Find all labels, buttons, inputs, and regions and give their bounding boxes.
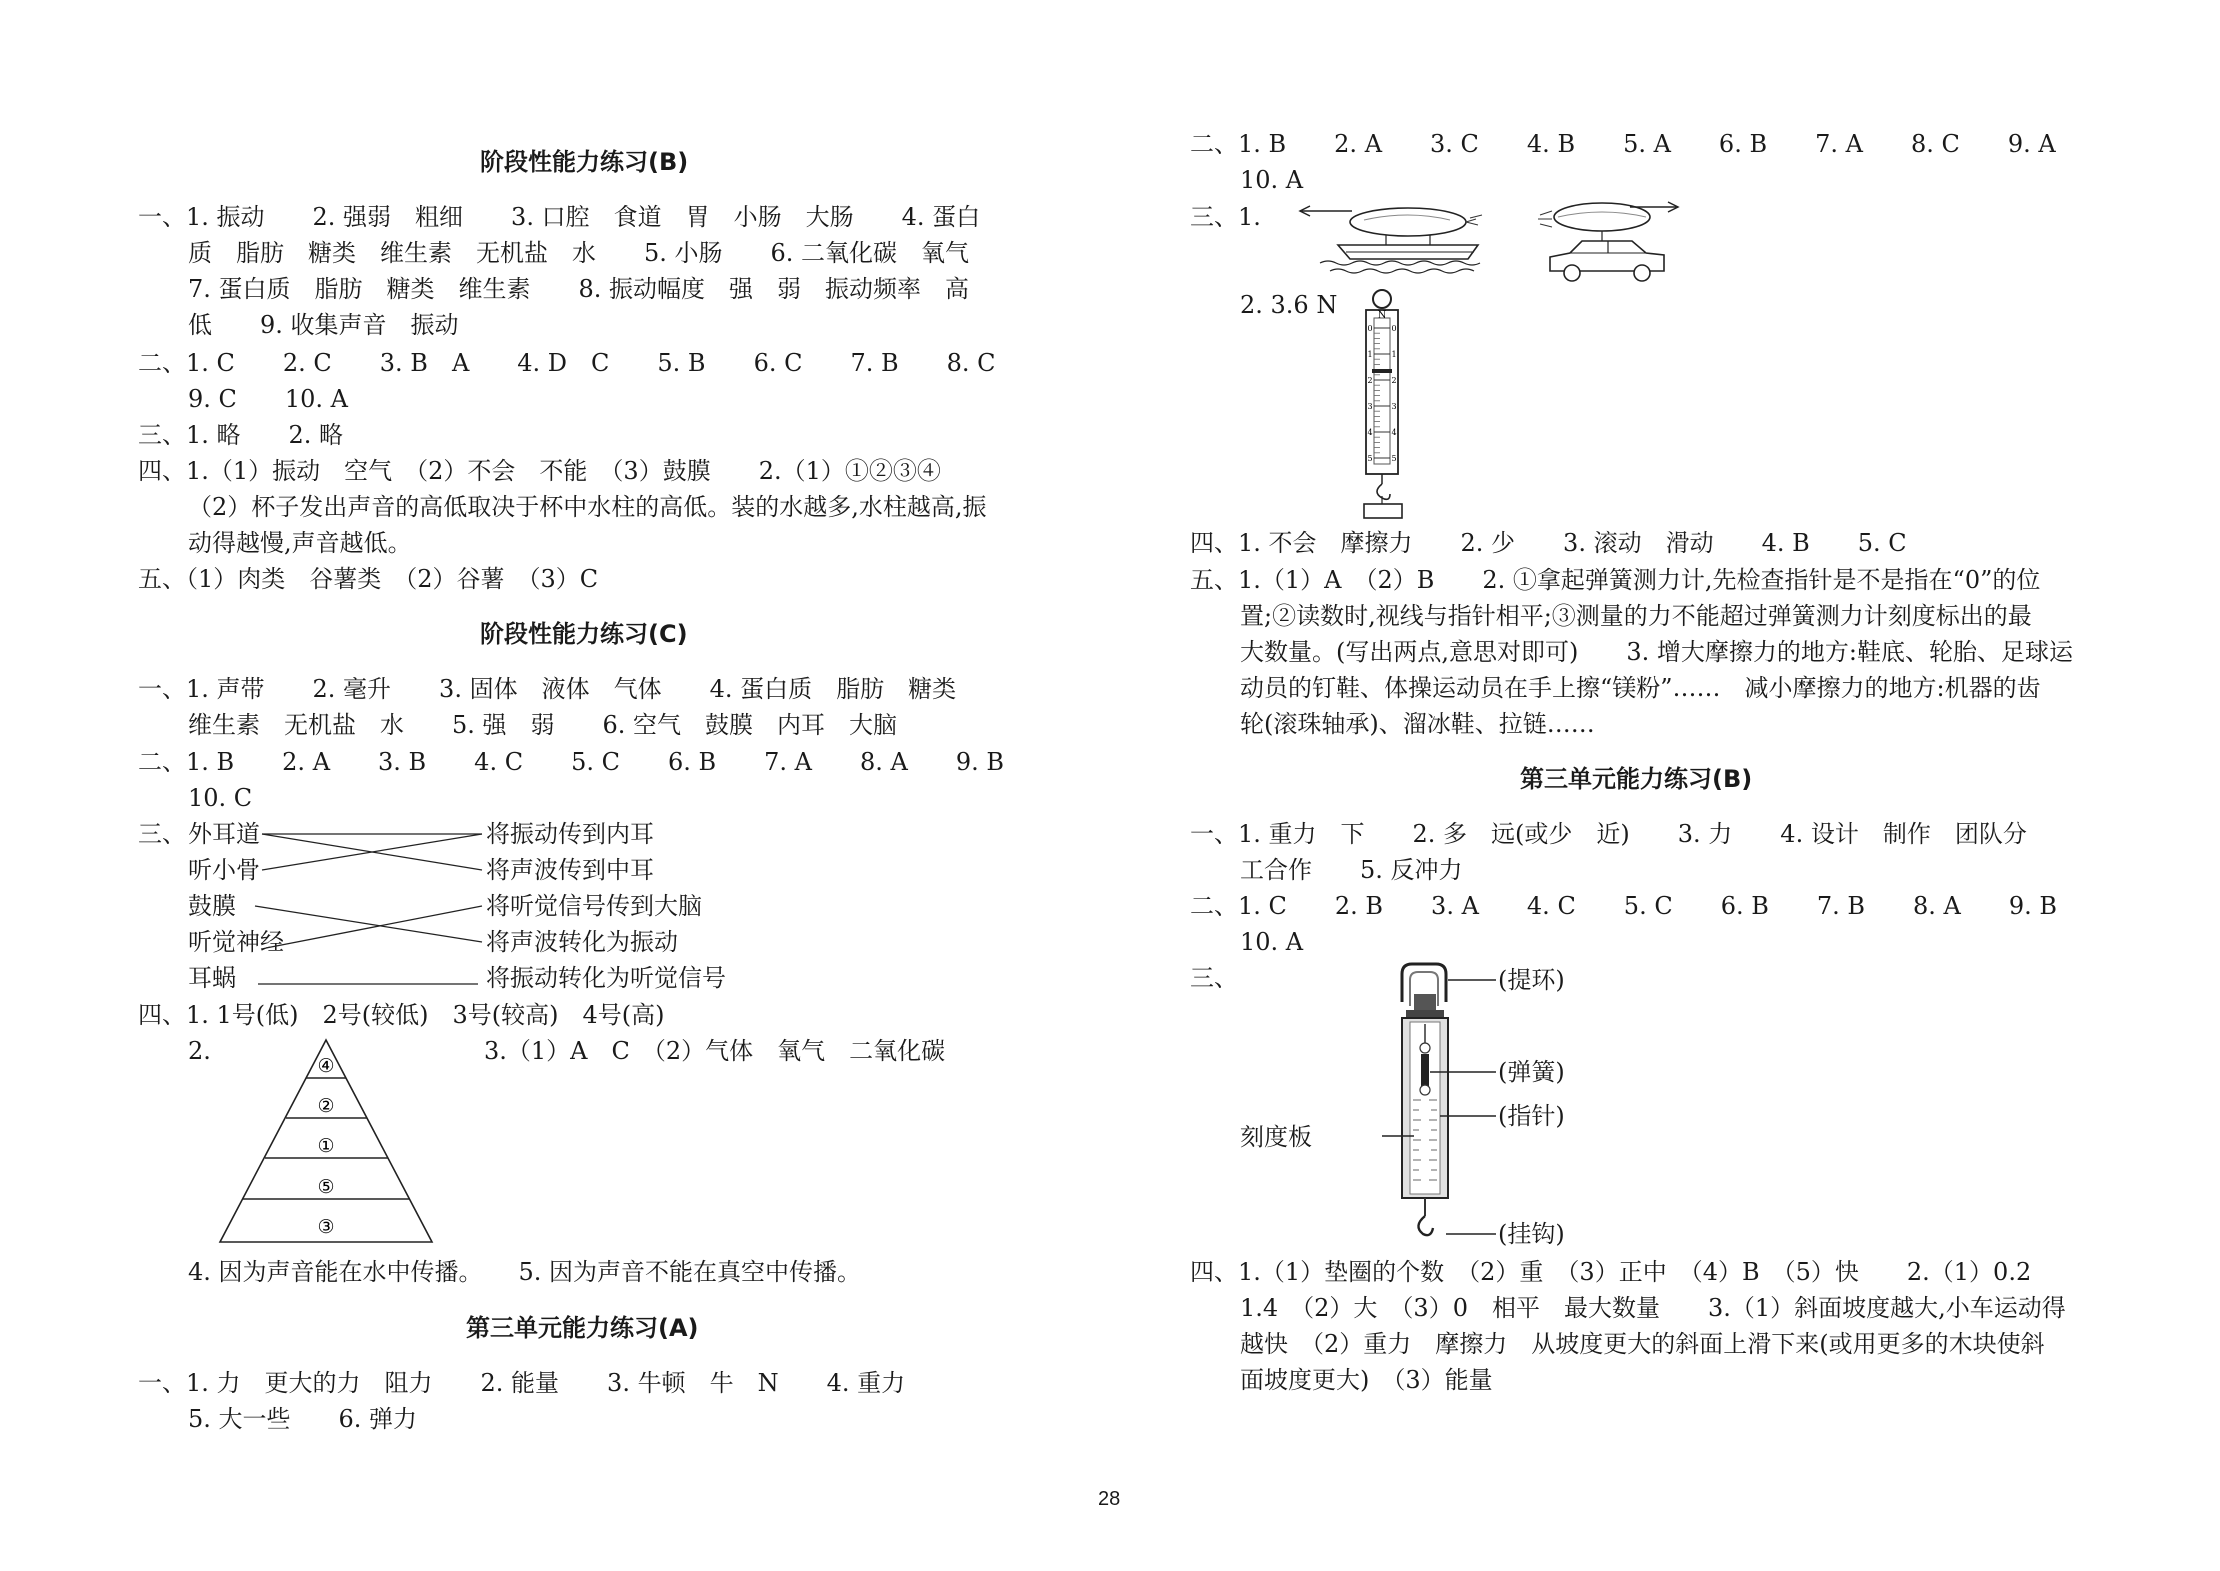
scale-tick-label: 1 [1391, 350, 1397, 359]
answer-line: 工合作 5. 反冲力 [1240, 856, 1463, 884]
answer-line: 四、1. 1号(低) 2号(较低) 3号(较高) 4号(高) [138, 1001, 665, 1029]
weight-block [1364, 504, 1402, 518]
label-pointer: (指针) [1498, 1102, 1565, 1130]
match-right-item: 将振动传到内耳 [486, 820, 654, 848]
section-heading-c: 阶段性能力练习(C) [480, 620, 688, 648]
answer-line: 二、1. B 2. A 3. B 4. C 5. C 6. B 7. A 8. A 9. B [138, 748, 1005, 776]
answer-line: 置;②读数时,视线与指针相平;③测量的力不能超过弹簧测力计刻度标出的最 [1240, 602, 2032, 630]
answer-line: 维生素 无机盐 水 5. 强 弱 6. 空气 鼓膜 内耳 大脑 [188, 711, 898, 739]
answer-line: 一、1. 声带 2. 毫升 3. 固体 液体 气体 4. 蛋白质 脂肪 糖类 [138, 675, 957, 703]
answer-line: 越快 （2）重力 摩擦力 从坡度更大的斜面上滑下来(或用更多的木块使斜 [1240, 1330, 2045, 1358]
answer-line: 质 脂肪 糖类 维生素 无机盐 水 5. 小肠 6. 二氧化碳 氧气 [188, 239, 970, 267]
scale-tick-label: 5 [1367, 454, 1373, 463]
section-heading-3a: 第三单元能力练习(A) [466, 1314, 699, 1342]
answer-line: 1.4 （2）大 （3）0 相平 最大数量 3.（1）斜面坡度越大,小车运动得 [1240, 1294, 2066, 1322]
answer-line: 一、1. 振动 2. 强弱 粗细 3. 口腔 食道 胃 小肠 大肠 4. 蛋白 [138, 203, 981, 231]
answer-line: 3.（1）A C （2）气体 氧气 二氧化碳 [484, 1037, 946, 1065]
scale-tick-label: 3 [1367, 402, 1373, 411]
food-pyramid [210, 1036, 450, 1246]
spring-scale-diagram [1350, 284, 1430, 520]
answer-line: 三、1. [1190, 203, 1261, 231]
answer-line: 三、1. 略 2. 略 [138, 421, 344, 449]
match-left-item: 听觉神经 [188, 928, 284, 956]
answer-line: 2. 3.6 N [1240, 291, 1338, 319]
pyramid-layer-label: ② [317, 1095, 335, 1117]
scale-tick-label: 4 [1367, 428, 1373, 437]
page-number: 28 [1098, 1488, 1121, 1510]
answer-line: 动员的钉鞋、体操运动员在手上擦“镁粉”…… 减小摩擦力的地方:机器的齿 [1240, 674, 2041, 702]
answer-line: 5. 大一些 6. 弹力 [188, 1405, 418, 1433]
scale-tick-label: 4 [1391, 428, 1397, 437]
scale-tick-label: 2 [1391, 376, 1397, 385]
answer-line: 低 9. 收集声音 振动 [188, 311, 459, 339]
label-scale-board: 刻度板 [1240, 1123, 1312, 1151]
scale-tick-label: 2 [1367, 376, 1373, 385]
answer-line: 动得越慢,声音越低。 [188, 529, 412, 557]
balloon-propulsion-sketch [1280, 195, 1700, 285]
scale-tick-label: 5 [1391, 454, 1397, 463]
answer-line: 五、（1）肉类 谷薯类 （2）谷薯 （3）C [138, 565, 599, 593]
answer-line: 二、1. C 2. B 3. A 4. C 5. C 6. B 7. B 8. A 9. B [1190, 892, 2058, 920]
scale-tick-label: 1 [1367, 350, 1373, 359]
scale-tick-label: 0 [1367, 324, 1373, 333]
answer-line: 轮(滚珠轴承)、溜冰鞋、拉链…… [1240, 710, 1595, 738]
pyramid-layer-label: ⑤ [317, 1176, 335, 1198]
answer-line: 10. A [1240, 928, 1304, 956]
scale-tick-label: 0 [1391, 324, 1397, 333]
label-ring: (提环) [1498, 966, 1565, 994]
section-heading-b: 阶段性能力练习(B) [480, 148, 689, 176]
answer-line: 面坡度更大) （3）能量 [1240, 1366, 1493, 1394]
answer-line: 10. C [188, 784, 253, 812]
answer-line: （2）杯子发出声音的高低取决于杯中水柱的高低。装的水越多,水柱越高,振 [188, 493, 987, 521]
answer-line: 三、 [1190, 964, 1238, 992]
answer-line: 4. 因为声音能在水中传播。 5. 因为声音不能在真空中传播。 [188, 1258, 862, 1286]
answer-line: 2. [188, 1037, 211, 1065]
answer-line: 四、1. 不会 摩擦力 2. 少 3. 滚动 滑动 4. B 5. C [1190, 529, 1907, 557]
label-hook: (挂钩) [1498, 1220, 1565, 1248]
answer-line: 四、1.（1）振动 空气 （2）不会 不能 （3）鼓膜 2.（1）①②③④ [138, 457, 941, 485]
answer-line: 9. C 10. A [188, 385, 349, 413]
scale-pointer [1372, 369, 1392, 373]
match-left-item: 听小骨 [188, 856, 260, 884]
labeled-spring-scale [1380, 960, 1500, 1260]
pyramid-layer-label: ① [317, 1135, 335, 1157]
answer-line: 一、1. 重力 下 2. 多 远(或少 近) 3. 力 4. 设计 制作 团队分 [1190, 820, 2027, 848]
match-right-item: 将振动转化为听觉信号 [486, 964, 726, 992]
scale-unit-label: N [1377, 310, 1387, 321]
matching-prefix: 三、 [138, 820, 186, 848]
match-right-item: 将声波转化为振动 [486, 928, 678, 956]
label-spring: (弹簧) [1498, 1058, 1565, 1086]
answer-line: 四、1.（1）垫圈的个数 （2）重 （3）正中 （4）B （5）快 2.（1）0.2 [1190, 1258, 2032, 1286]
answer-line: 一、1. 力 更大的力 阻力 2. 能量 3. 牛顿 牛 N 4. 重力 [138, 1369, 906, 1397]
match-left-item: 耳蜗 [188, 964, 236, 992]
answer-line: 7. 蛋白质 脂肪 糖类 维生素 8. 振动幅度 强 弱 振动频率 高 [188, 275, 970, 303]
pyramid-layer-label: ④ [317, 1055, 335, 1077]
pyramid-layer-label: ③ [317, 1216, 335, 1238]
answer-line: 大数量。(写出两点,意思对即可) 3. 增大摩擦力的地方:鞋底、轮胎、足球运 [1240, 638, 2073, 666]
match-left-item: 外耳道 [188, 820, 260, 848]
answer-line: 二、1. B 2. A 3. C 4. B 5. A 6. B 7. A 8. C 9. A [1190, 130, 2056, 158]
answer-line: 五、1.（1）A （2）B 2. ①拿起弹簧测力计,先检查指针是不是指在“0”的位 [1190, 566, 2041, 594]
match-right-item: 将声波传到中耳 [486, 856, 654, 884]
match-right-item: 将听觉信号传到大脑 [486, 892, 702, 920]
spring [1421, 1054, 1429, 1086]
scale-tick-label: 3 [1391, 402, 1397, 411]
answer-line: 二、1. C 2. C 3. B A 4. D C 5. B 6. C 7. B 8. C [138, 349, 996, 377]
match-left-item: 鼓膜 [188, 892, 236, 920]
answer-line: 10. A [1240, 166, 1304, 194]
section-heading-3b: 第三单元能力练习(B) [1520, 765, 1753, 793]
